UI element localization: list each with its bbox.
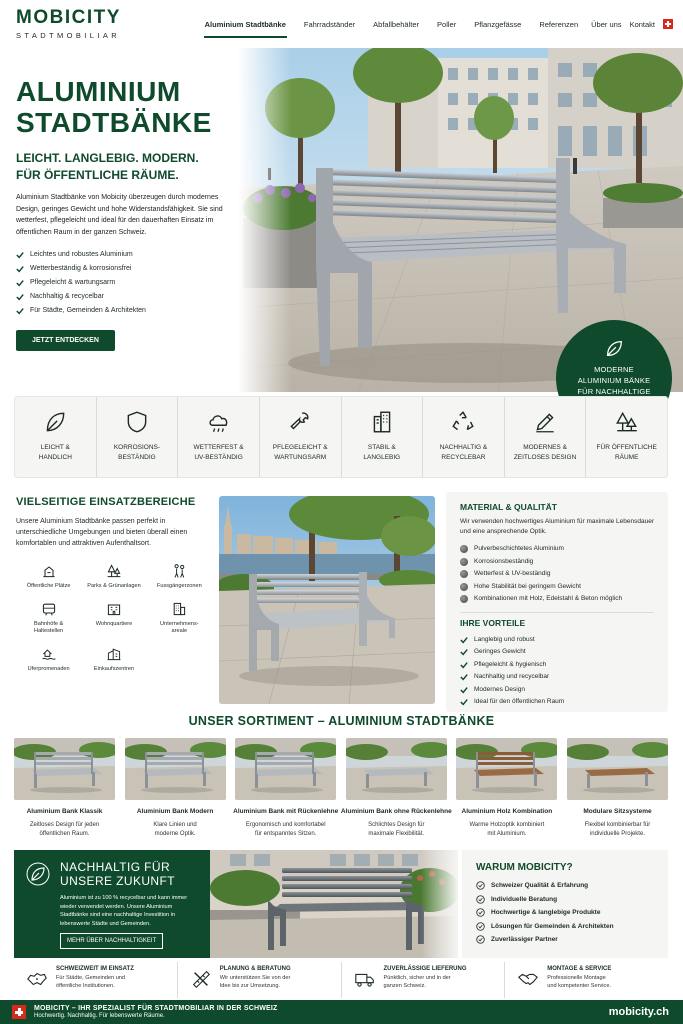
bullet-icon [460,583,468,591]
pencil-icon [532,409,558,435]
park-icon [106,563,122,579]
list-item: Leichtes und robustes Aluminium [16,248,241,262]
uses-grid [16,563,212,673]
bullet-icon [460,558,468,566]
list-item: Zuverlässiger Partner [476,933,654,947]
check-icon [460,661,468,669]
product-image [567,738,668,800]
nav-aluminium-stadtbaenke[interactable]: Aluminium Stadtbänke [196,0,295,48]
weather-icon [206,409,232,435]
use-item: Unternehmens- areale [147,601,212,636]
product-image [14,738,115,800]
product-name[interactable]: Aluminium Bank Klassik [26,808,103,815]
features-strip [14,396,668,478]
material-list [460,543,654,606]
nav-fahrradstaender[interactable]: Fahrradständer [303,19,356,29]
product-name[interactable]: Aluminium Bank ohne Rückenlehne [340,808,452,815]
service-item: MONTAGE & SERVICE Professionelle Montage und kompetenter Service. [505,962,668,998]
truck-icon [354,968,376,990]
advantages-title: IHRE VORTEILE [460,617,526,628]
product-image [456,738,557,800]
divider [460,612,654,613]
list-item: Für Städte, Gemeinden & Architekten [16,304,241,318]
material-title: MATERIAL & QUALITÄT [460,502,557,512]
sustainability-description: Aluminium ist zu 100 % recycelbar und kann immer wieder verwendet werden. Unsere Aluminium Stadtbänke sind eine nachhaltige Investition in lebenswerte Städte und Gemeinden. [60,895,188,927]
feature-item: PFLEGELEICHT & WARTUNGSARM [260,397,342,477]
service-item: PLANUNG & BERATUNG Wir unterstützen Sie von der Idee bis zur Umsetzung. [178,962,342,998]
list-item: Individuelle Beratung [476,893,654,907]
ruler-pencil-icon [190,968,212,990]
footer-title: MOBICITY – IHR SPEZIALIST FÜR STADTMOBILIAR IN DER SCHWEIZ [34,1005,278,1012]
check-circle-icon [476,895,485,904]
logo-sub: STADTMOBILIAR [16,31,121,40]
why-title: WARUM MOBICITY? [476,862,573,873]
check-icon [16,265,24,273]
why-list [476,879,654,947]
nav-ueber-uns[interactable]: Über uns [591,19,622,29]
discover-button[interactable]: JETZT ENTDECKEN [16,330,115,351]
check-icon [460,686,468,694]
check-icon [460,636,468,644]
check-icon [16,279,24,287]
list-item: Hochwertige & langlebige Produkte [476,906,654,920]
wrench-icon [287,409,313,435]
service-item: SCHWEIZWEIT IM EINSATZ Für Städte, Gemeinden und öffentliche Institutionen. [14,962,178,998]
list-item: Wetterbeständig & korrosionsfrei [16,262,241,276]
check-circle-icon [476,881,485,890]
check-icon [460,648,468,656]
sustainability-title: NACHHALTIG FÜR UNSERE ZUKUNFT [60,860,175,888]
list-item: Pflegeleicht & hygienisch [460,659,654,672]
list-item: Kombinationen mit Holz, Edelstahl & Beton möglich [460,593,654,606]
recycle-icon [450,409,476,435]
product-description: Warme Holzoptik kombiniert mit Aluminium. [469,822,545,837]
use-item: Öffentliche Plätze [16,563,81,591]
residential-icon [106,601,122,617]
product-description: Flexibel kombinierbar für individuelle Projekte. [584,822,651,837]
check-circle-icon [476,908,485,917]
lakeside-bench-photo [219,496,435,704]
list-item: Pflegeleicht & wartungsarm [16,276,241,290]
feature-item: KORROSIONS- BESTÄNDIG [97,397,179,477]
nav-referenzen[interactable]: Referenzen [539,19,579,29]
shopping-center-icon [106,646,122,662]
pedestrian-icon [171,563,187,579]
bullet-icon [460,545,468,553]
check-icon [460,673,468,681]
uses-description: Unsere Aluminium Stadtbänke passen perfekt in unterschiedliche Umgebungen und bieten überall einen komfortablen und attraktiven Aufenthaltsort. [16,518,188,547]
logo[interactable] [16,8,121,40]
product-image [125,738,226,800]
services-bar [14,962,668,998]
use-item: Einkaufszentren [81,646,146,674]
list-item: Nachhaltig und recycelbar [460,671,654,684]
uses-title: VIELSEITIGE EINSATZBEREICHE [16,496,196,508]
product-card[interactable] [456,738,557,839]
nav-kontakt[interactable]: Kontakt [629,19,655,29]
leaf-icon [26,862,50,886]
list-item: Lösungen für Gemeinden & Architekten [476,920,654,934]
sortiment-title: UNSER SORTIMENT – ALUMINIUM STADTBÄNKE [188,714,495,728]
use-item: Bahnhöfe & Haltestellen [16,601,81,636]
feature-item: WETTERFEST & UV-BESTÄNDIG [178,397,260,477]
station-icon [41,601,57,617]
hero-text [16,76,241,351]
swiss-flag-icon [12,1005,26,1019]
site-header [0,0,683,48]
product-name[interactable]: Aluminium Bank mit Rückenlehne [233,808,339,815]
use-item: Wohnquartiere [81,601,146,636]
sustainability-button[interactable]: MEHR ÜBER NACHHALTIGKEIT [60,933,163,949]
feature-item: MODERNES & ZEITLOSES DESIGN [505,397,587,477]
check-icon [16,251,24,259]
hero-badge: MODERNE ALUMINIUM BÄNKE FÜR NACHHALTIGE [556,320,672,436]
check-icon [460,698,468,706]
sustainability-box [14,850,210,958]
list-item: Langlebig und robust [460,634,654,647]
building-icon [369,409,395,435]
product-card[interactable] [233,738,339,839]
office-icon [171,601,187,617]
uses-section [16,496,212,673]
promenade-icon [41,646,57,662]
service-item: ZUVERLÄSSIGE LIEFERUNG Pünktlich, sicher und in der ganzen Schweiz. [342,962,506,998]
bullet-icon [460,595,468,603]
product-description: Ergonomisch und komfortabel für entspanntes Sitzen. [245,822,326,837]
product-name[interactable]: Modulare Sitzsysteme [583,808,652,815]
tree-icon [614,409,640,435]
list-item: Modernes Design [460,684,654,697]
list-item: Pulverbeschichtetes Aluminium [460,543,654,556]
handshake-icon [517,968,539,990]
use-item: Uferpromenaden [16,646,81,674]
footer-subtitle: Hochwertig. Nachhaltig. Für lebenswerte Räume. [34,1013,165,1019]
list-item: Ideal für den öffentlichen Raum [460,696,654,709]
check-icon [16,307,24,315]
bullet-icon [460,570,468,578]
logo-main: MOBICITY [16,7,121,28]
switzerland-map-icon [26,968,48,990]
hero-section [0,48,683,396]
use-item: Fussgängerzonen [147,563,212,591]
square-icon [41,563,57,579]
list-item: Geringes Gewicht [460,646,654,659]
site-footer [0,1000,683,1024]
list-item: Schweizer Qualität & Erfahrung [476,879,654,893]
swiss-flag-icon [663,19,673,29]
footer-website-link[interactable]: mobicity.ch [608,1006,669,1018]
list-item: Hohe Stabilität bei geringem Gewicht [460,581,654,594]
shield-icon [124,409,150,435]
product-card[interactable] [14,738,115,839]
list-item: Nachhaltig & recycelbar [16,290,241,304]
list-item: Korrosionsbeständig [460,556,654,569]
product-description: Schlichtes Design für maximale Flexibilität. [368,822,425,837]
product-card[interactable] [340,738,452,839]
why-mobicity-box [462,850,668,958]
material-description: Wir verwenden hochwertiges Aluminium für maximale Lebensdauer und eine ansprechende Optik. [460,518,655,535]
main-nav [196,0,673,48]
product-image [346,738,447,800]
hero-description: Aluminium Stadtbänke von Mobicity überzeugen durch modernes Design, geringes Gewicht und hohe Widerstandsfähigkeit. Sie sind wetterfest, pflegeleicht und ideal für den dauerhaften Einsatz im öffentlichen Raum in der ganzen Schweiz. [16,194,223,236]
check-circle-icon [476,935,485,944]
product-description: Zeitloses Design für jeden öffentlichen Raum. [29,822,100,837]
product-card[interactable] [125,738,226,839]
use-item: Parks & Grünanlagen [81,563,146,591]
list-item: Wetterfest & UV-beständig [460,568,654,581]
product-name[interactable]: Aluminium Holz Kombination [461,808,553,815]
feature-item: FÜR ÖFFENTLICHE RÄUME [586,397,667,477]
hero-title: ALUMINIUM STADTBÄNKE [16,76,212,138]
nav-abfallbehaelter[interactable]: Abfallbehälter [373,19,420,29]
check-icon [16,293,24,301]
bench-garden-photo [210,850,458,958]
hero-benefits-list [16,248,241,318]
product-image [235,738,336,800]
product-card[interactable] [567,738,668,839]
check-circle-icon [476,922,485,931]
feature-item: LEICHT & HANDLICH [15,397,97,477]
leaf-icon [42,409,68,435]
product-list [14,738,668,839]
nav-poller[interactable]: Poller [437,19,457,29]
nav-pflanzgefaesse[interactable]: Pflanzgefässe [474,19,522,29]
advantages-list [460,634,654,709]
feature-item: NACHHALTIG & RECYCLEBAR [423,397,505,477]
product-name[interactable]: Aluminium Bank Modern [136,808,214,815]
feature-item: STABIL & LANGLEBIG [342,397,424,477]
leaf-icon [603,338,625,360]
product-description: Klare Linien und moderne Optik. [153,822,197,837]
material-panel [446,492,668,712]
hero-subtitle: LEICHT. LANGLEBIG. MODERN. FÜR ÖFFENTLICHE RÄUME. [16,151,199,182]
